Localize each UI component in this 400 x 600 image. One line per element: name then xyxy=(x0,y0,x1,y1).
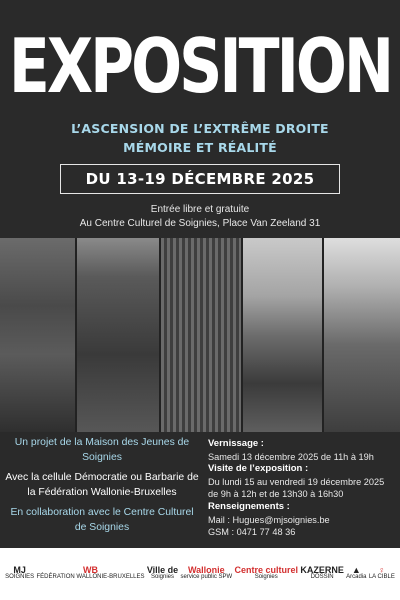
entry-info: Entrée libre et gratuite xyxy=(150,204,250,215)
subtitle-line1: L’ASCENSION DE L’EXTRÊME DROITE xyxy=(71,121,329,136)
venue-info: Au Centre Culturel de Soignies, Place Van Zeeland 31 xyxy=(79,218,321,229)
logo-mark: ▲ xyxy=(351,565,361,575)
poster-title: EXPOSITION xyxy=(8,23,392,111)
visite-text-1: Du lundi 15 au vendredi 19 décembre 2025 xyxy=(208,476,385,487)
logo-sub: DOSSIN xyxy=(310,574,334,580)
contact-gsm: GSM : 0471 77 48 36 xyxy=(208,527,296,538)
logo-mark: Wallonie xyxy=(188,565,225,575)
photo-strip xyxy=(0,238,400,432)
photo-museum-visitor xyxy=(0,238,75,432)
date-box: DU 13-19 DÉCEMBRE 2025 xyxy=(60,164,340,194)
credit-project: Un projet de la Maison des Jeunes de Soignies xyxy=(14,437,190,463)
logo-sub: Soignies xyxy=(254,574,278,580)
photo-old-town-canal xyxy=(243,238,322,432)
logo-la-cible xyxy=(369,567,395,581)
credit-collaboration: En collaboration avec le Centre Culturel de Soignies xyxy=(10,507,194,533)
vernissage-label: Vernissage : xyxy=(208,438,264,449)
logo-arcadia xyxy=(346,567,366,581)
logo-sub: SOIGNIES xyxy=(5,574,35,580)
logo-mark: ♀ xyxy=(378,565,386,575)
logo-sub: Soignies xyxy=(151,574,175,580)
vernissage-text: Samedi 13 décembre 2025 de 11h à 19h xyxy=(208,451,374,462)
logo-sub: Arcadia xyxy=(346,574,367,580)
logo-kazerne-dossin xyxy=(300,567,344,581)
photo-camp-gate xyxy=(77,238,159,432)
credit-cellule: Avec la cellule Démocratie ou Barbarie de la Fédération Wallonie-Bruxelles xyxy=(5,472,199,498)
logo-sub: FÉDÉRATION WALLONIE-BRUXELLES xyxy=(36,574,145,580)
credits-column xyxy=(4,436,200,541)
logo-mj-soignies xyxy=(5,567,34,581)
logo-federation-wb xyxy=(36,567,144,581)
logo-wallonie-spw xyxy=(181,567,233,581)
info-section xyxy=(0,434,400,546)
subtitle-line2: MÉMOIRE ET RÉALITÉ xyxy=(123,140,277,155)
logo-sub: LA CIBLE xyxy=(368,574,395,580)
logo-mark: Centre culturel xyxy=(234,565,299,575)
schedule-column xyxy=(208,438,400,539)
photo-camp-fence xyxy=(324,238,400,432)
renseignements-label: Renseignements : xyxy=(208,500,290,512)
logo-mark: MJ xyxy=(13,565,26,575)
logo-sub: service public SPW xyxy=(180,574,233,580)
visite-label: Visite de l’exposition : xyxy=(208,463,309,475)
logo-mark: Ville de xyxy=(146,565,179,575)
logo-mark: KAZERNE xyxy=(300,565,344,575)
partner-logos xyxy=(0,548,400,600)
contact-mail: Mail : Hugues@mjsoignies.be xyxy=(208,514,330,525)
logo-centre-culturel xyxy=(235,567,299,581)
logo-ville-soignies xyxy=(147,567,178,581)
visite-text-2: de 9h à 12h et de 13h30 à 16h30 xyxy=(208,489,344,500)
logo-mark: WB xyxy=(83,565,98,575)
photo-crowd-rally xyxy=(161,238,241,432)
